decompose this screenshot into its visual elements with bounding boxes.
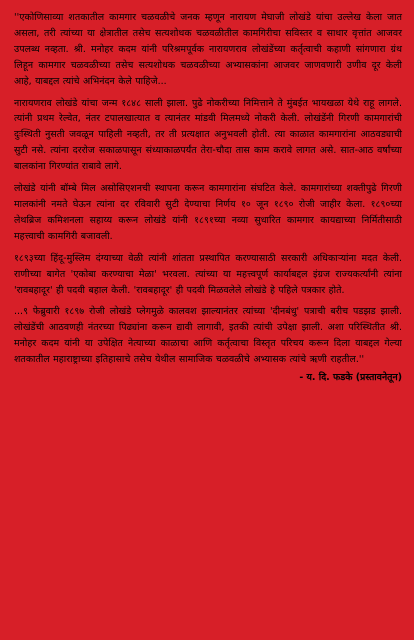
blurb-text-block <box>14 10 402 630</box>
blurb-paragraph-1: ''एकोणिसाव्या शतकातील कामगार चळवळीचे जनक म्हणून नारायण मेघाजी लोखंडे यांचा उल्लेख केला जात असला, तरी त्यांच्या या क्षेत्रातील तसेच सत्यशोधक चळवळीतील कामगिरीचा सविस्तर व साधार वृत्तांत आजवर उपलब्ध नव्हता. श्री. मनोहर कदम यांनी परिश्रमपूर्वक नारायणराव लोखंडेंच्या कर्तृत्वाची कहाणी सांगणारा ग्रंथ लिहून कामगार चळवळीच्या तसेच सत्यशोधक चळवळीच्या अभ्यासकांना आजवर जाणवणारी उणीव दूर केली आहे, याबद्दल त्यांचे अभिनंदन केले पाहिजे... <box>14 12 402 87</box>
blurb-paragraph-5: ...९ फेब्रुवारी १८९७ रोजी लोखंडे प्लेगमुळे कालवश झाल्यानंतर त्यांच्या 'दीनबंधु' पत्राची बरीच पडझड झाली. लोखंडेंची आठवणही नंतरच्या पिढ्यांना करून द्यावी लागावी, इतकी त्यांची उपेक्षा झाली. अशा परिस्थितीत श्री. मनोहर कदम यांनी या उपेक्षित नेत्याच्या काळाचा आणि कर्तृत्वाचा विस्तृत परिचय करून दिला याबद्दल गेल्या शतकातील महाराष्ट्राच्या इतिहासाचे तसेच येथील सामाजिक चळवळीचे अभ्यासक त्यांचे ऋणी राहतील.'' <box>14 306 402 366</box>
blurb-paragraph-4: १८९३च्या हिंदू-मुस्लिम दंग्याच्या वेळी त्यांनी शांतता प्रस्थापित करण्यासाठी सरकारी अधिकाऱ्यांना मदत केली. राणीच्या बागेत 'एकोबा करण्याचा मेळा' भरवला. त्यांच्या या महत्त्वपूर्ण कार्याबद्दल इंग्रज राज्यकर्त्यांनी त्यांना 'रावबहादूर' ही पदवी बहाल केली. 'रावबहादूर' ही पदवी मिळवलेले लोखंडे हे पहिले पत्रकार होते. <box>14 252 402 296</box>
blurb-paragraph-3: लोखंडे यांनी बॉम्बे मिल असोसिएशनची स्थापना करून कामगारांना संघटित केले. कामगारांच्या शक्तीपुढे गिरणी मालकांनी नमते घेऊन त्यांना दर रविवारी सुटी देण्याचा निर्णय १० जून १८९० रोजी जाहीर केला. १८९०च्या लेथब्रिज कमिशनला सहाय्य करून लोखंडे यांनी १८९१च्या नव्या सुधारित कामगार कायद्याच्या निर्मितीसाठी महत्त्वाची कामगिरी बजावली. <box>14 183 402 242</box>
blurb-paragraph-2: नारायणराव लोखंडे यांचा जन्म १८४८ साली झाला. पुढे नोकरीच्या निमित्ताने ते मुंबईत भायखळा येथे राहू लागले. त्यांनी प्रथम रेल्वेत, नंतर टपालखात्यात व त्यानंतर मांडवी मिलमध्ये नोकरी केली. लोखंडेंनी गिरणी कामगारांची दुःस्थिती नुसती जवळून पाहिली नव्हती, तर ती प्रत्यक्षात अनुभवली होती. त्या काळात कामगारांना आठवड्याची सुटी नसे. त्यांना दररोज सकाळपासून संध्याकाळपर्यंत तेरा-चौदा तास काम करावे लागत असे. सात-आठ वर्षांच्या बालकांना गिरण्यांत राबावे लागे. <box>14 97 402 173</box>
blurb-attribution: - य. दि. फडके (प्रस्तावनेतून) <box>299 372 402 384</box>
